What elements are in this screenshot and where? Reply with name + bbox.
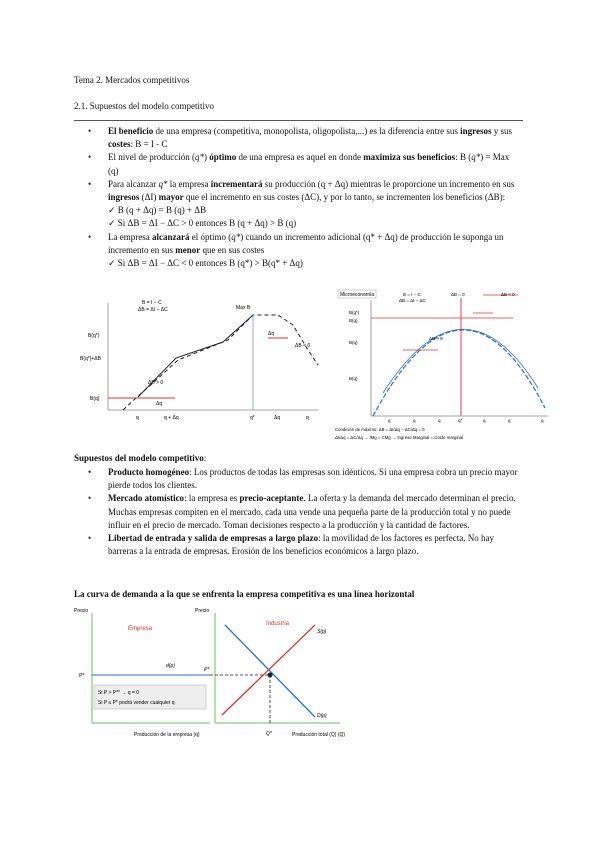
x-label: q*	[250, 415, 255, 421]
assumption-bullets	[88, 466, 518, 558]
annotation: B = I − C	[403, 292, 421, 297]
y-label: B(q*)	[88, 333, 100, 339]
demand-label: D(p)	[317, 713, 327, 719]
x-label: q	[306, 415, 309, 421]
annotation: ΔB > 0	[148, 380, 164, 386]
x-label: Δq	[274, 415, 281, 421]
axis-label: Precio	[195, 608, 210, 614]
check-line: ✓ Si ΔB = ΔI − ΔC < 0 entonces B (q*) > B(q* + Δq)	[108, 258, 303, 269]
annotation: Δq	[156, 401, 163, 407]
profit-max-figure	[333, 288, 555, 443]
condition-text: Si P > P** → q = 0	[98, 690, 140, 696]
list-item: • Libertad de entrada y salida de empresas a largo plazo: la movilidad de los factores es perfecta. No hay barreras a la entrada de empresas. Erosión de los beneficios económicos a largo plazo.	[88, 532, 518, 558]
topic-title: Tema 2. Mercados competitivos	[74, 75, 190, 85]
annotation: ΔB > 0	[429, 336, 443, 341]
label-max: Max B	[236, 305, 251, 311]
profit-parabola	[373, 330, 545, 416]
x-label: q	[438, 418, 441, 423]
annotation: ΔB < 0	[295, 343, 311, 349]
profit-bullets	[88, 125, 518, 270]
annotation: ΔB = 0	[451, 292, 465, 297]
y-label: B(q)	[349, 340, 358, 345]
x-label: q	[483, 418, 486, 423]
x-label: q	[508, 418, 511, 423]
check-line: ✓ B (q + Δq) = B (q) + ΔB	[108, 205, 207, 216]
y-label: B(q*)	[349, 310, 360, 315]
list-item: • El beneficio de una empresa (competitiva, monopolista, oligopolista,...) es la diferencia entre sus ingresos y sus costes: B = I - C	[88, 125, 518, 151]
x-label: q	[388, 418, 391, 423]
label-b: B = I − C	[142, 300, 162, 306]
equilibrium-point	[268, 673, 273, 678]
annotation: ΔB < 0	[501, 292, 515, 297]
axis-label: Producción de la empresa (q)	[134, 732, 200, 738]
y-label: B(q)	[349, 376, 358, 381]
y-label: B(q*)+ΔB	[80, 356, 101, 362]
price-label: P*	[79, 673, 85, 679]
assumptions-title: Supuestos del modelo competitivo:	[74, 453, 207, 463]
list-item: • Mercado atomístico: la empresa es precio-aceptante. La oferta y la demanda del mercado determinan el precio. Muchas empresas compiten en el mercado, cada una vende una pequeña parte de la producción total y no puede influir en el precio de mercado. Toman decisiones respecto a la producción y la cantidad de factores.	[88, 492, 518, 532]
profit-curve	[123, 315, 318, 410]
panel-label: Industria	[266, 621, 290, 627]
axis-label: Producción total (Q) (Q)	[292, 732, 345, 738]
x-label: q*	[458, 418, 463, 423]
supply-label: S(p)	[317, 629, 327, 635]
check-line: ✓ Si ΔB = ΔI − ΔC > 0 entonces B (q + Δq) > B (q)	[108, 218, 297, 229]
x-label: q + Δq	[164, 415, 179, 421]
price-label: P*	[204, 667, 210, 673]
section-title: 2.1. Supuestos del modelo competitivo	[74, 101, 214, 111]
profit-curve-figure	[78, 295, 323, 425]
y-label: B(q)	[349, 318, 358, 323]
quantity-label: Q*	[266, 731, 272, 737]
x-label: q	[413, 418, 416, 423]
demand-label: d(p)	[166, 663, 175, 669]
panel-label: Empresa	[128, 626, 153, 632]
axis-label: Precio	[74, 608, 89, 614]
divider	[74, 120, 523, 121]
footer-formula: ΔI/Δq = ΔC/Δq → IMg = CMg → Ingreso Marginal = Coste marginal	[335, 435, 464, 440]
demand-title: La curva de demanda a la que se enfrenta la empresa competitiva es una línea horizontal	[74, 589, 415, 599]
y-label: B(q)	[90, 396, 100, 402]
list-item: • La empresa alcanzará el óptimo (q*) cuando un incremento adicional (q* + Δq) de producción le suponga un incremento en sus menor que en sus costes	[88, 231, 518, 257]
label-db: ΔB = ΔI − ΔC	[138, 307, 168, 313]
x-label: q	[541, 418, 544, 423]
footer-formula: Condición de máximo: ΔB = ΔI/Δq − ΔC/Δq = 0	[335, 427, 425, 432]
annotation: Δq	[268, 331, 275, 337]
annotation: ΔB = ΔI − ΔC	[399, 298, 426, 303]
condition-text: Si P ≤ P* podrá vender cualquier q	[98, 700, 175, 706]
figure-tag-text: Microeconomía	[340, 292, 375, 298]
x-label: q	[136, 415, 139, 421]
list-item: • Producto homogéneo: Los productos de todas las empresas son idénticos. Si una empresa cobra un precio mayor pierde todos los clientes.	[88, 466, 518, 492]
firm-industry-figure	[70, 605, 345, 750]
list-item: • El nivel de producción (q*) óptimo de una empresa es aquel en donde maximiza sus beneficios: B (q*) = Max (q)	[88, 151, 518, 177]
list-item: • Para alcanzar q* la empresa incrementará su producción (q + Δq) mientras le proporcione un incremento en sus ingresos (ΔI) mayor que el incremento en sus costes (ΔC), y por lo tanto, se incrementen los beneficios (ΔB):	[88, 178, 518, 204]
